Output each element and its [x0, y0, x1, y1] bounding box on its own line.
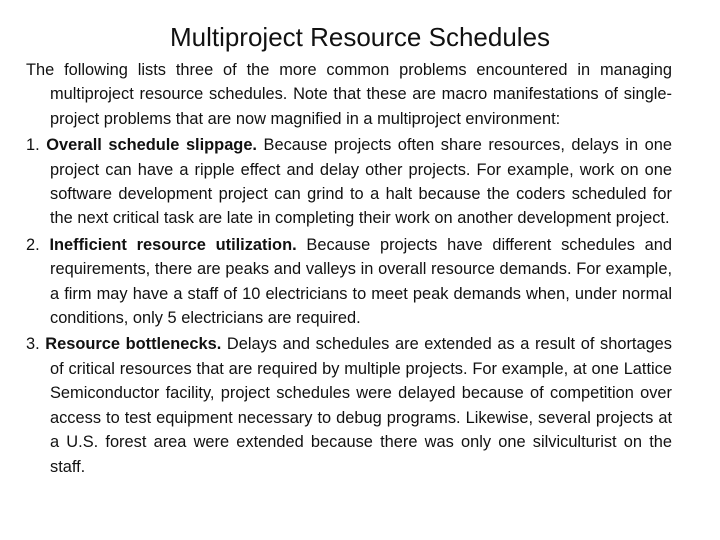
item-number: 3. [26, 335, 40, 354]
list-item [26, 233, 672, 331]
list-item [26, 332, 672, 478]
item-text: Because projects often share resources, delays in one project can have a ripple effect and delay other projects. For example, work on one software development project can grind to a halt because the coders scheduled for the next critical task are late in completing their work on another development project. [50, 136, 672, 228]
slide-body [26, 58, 672, 481]
item-number: 1. [26, 136, 40, 155]
slide-title: Multiproject Resource Schedules [169, 22, 551, 52]
item-text: Delays and schedules are extended as a result of shortages of critical resources that are required by multiple projects. For example, at one Lattice Semiconductor facility, project schedules were delayed because of competition over access to test equipment necessary to debug programs. Likewise, several projects at a U.S. forest area were extended because there was only one silviculturist on the staff. [50, 335, 672, 476]
item-lead: Resource bottlenecks. [45, 335, 222, 354]
item-number: 2. [26, 235, 40, 254]
item-lead: Overall schedule slippage. [46, 136, 257, 155]
intro-paragraph: The following lists three of the more common problems encountered in managing multiproject resource schedules. Note that these are macro manifestations of single-project problems that are now magnified in a multiproject environment: [26, 61, 672, 128]
item-lead: Inefficient resource utilization. [49, 235, 297, 254]
item-text: Because projects have different schedules and requirements, there are peaks and valleys in overall resource demands. For example, a firm may have a staff of 10 electricians to meet peak demands when, under normal conditions, only 5 electricians are required. [50, 235, 672, 328]
list-item [26, 133, 672, 231]
